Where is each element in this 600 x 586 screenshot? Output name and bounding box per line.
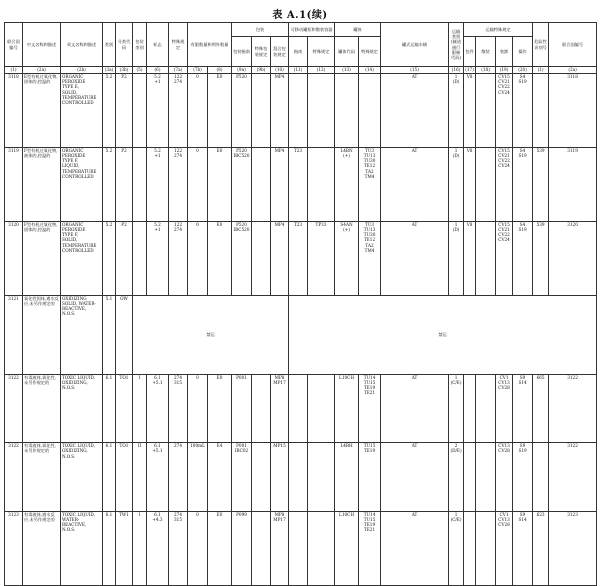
column-index-cell: (1) — [533, 67, 549, 74]
pt-sp-cell — [308, 74, 335, 148]
hdr-portable: 可移动罐柜和散装容器 — [289, 23, 335, 37]
pk-sp-cell — [252, 443, 271, 512]
column-index-cell: (12) — [308, 67, 335, 74]
table-row — [5, 295, 597, 374]
tank-sp-cell: TU3 TU13 TU30 TE12 TA2 TM4 — [359, 221, 381, 295]
t-pkg-cell — [464, 443, 476, 512]
un-number-cell: 3122 — [5, 374, 23, 443]
pt-instr-cell — [289, 74, 308, 148]
pt-sp-cell — [308, 443, 335, 512]
column-index-cell: (15) — [381, 67, 449, 74]
hdr-pt-instr: 指南 — [289, 37, 308, 67]
en-name-cell: ORGANIC PEROXIDE TYPE F, SOLID, TEMPERATURE CONTROLLED — [61, 221, 103, 295]
cn-name-cell: F型有机过氧化物,固体的,控温的 — [23, 221, 61, 295]
tank-code-cell — [335, 74, 359, 148]
class-cell: 5.2 — [103, 147, 116, 221]
hdr-t-op: 操作 — [513, 37, 533, 67]
class-cell: 5.2 — [103, 74, 116, 148]
tank-sp-cell — [359, 74, 381, 148]
vehicle-cell: AT — [381, 147, 449, 221]
lq-cell: 100mL — [188, 443, 208, 512]
en-name-cell: ORGANIC PEROXIDE TYPE F, LIQUID, TEMPERATURE CONTROLLED — [61, 147, 103, 221]
cn-name-cell: 氧化性固体,遇水反应,未另作规定的 — [23, 295, 61, 374]
column-index-cell: (2b) — [61, 67, 103, 74]
code-cell: OW — [116, 295, 133, 374]
pk-instr-cell: P520 — [232, 74, 252, 148]
hdr-packaging: 包装 — [232, 23, 289, 37]
hdr-code: 分类代码 — [116, 23, 133, 67]
table-row — [5, 511, 597, 585]
table-row — [5, 74, 597, 148]
code-cell: TO1 — [116, 443, 133, 512]
pk-sp-cell — [252, 74, 271, 148]
eq-cell: E4 — [208, 443, 232, 512]
un-number-cell: 3120 — [5, 221, 23, 295]
vehicle-cell: AT — [381, 511, 449, 585]
pt-instr-cell — [289, 374, 308, 443]
t-op-cell: S9 S19 — [513, 443, 533, 512]
vehicle-cell: AT — [381, 443, 449, 512]
hdr-pk-instr: 包装指南 — [232, 37, 252, 67]
sp-cell: 274 315 — [169, 374, 188, 443]
hazard-id-cell — [533, 74, 549, 148]
pt-instr-cell: T23 — [289, 147, 308, 221]
column-index-cell: (13) — [335, 67, 359, 74]
pt-sp-cell — [308, 511, 335, 585]
hdr-t-load: 装卸 — [496, 37, 513, 67]
forbidden-cell: 禁运 — [133, 295, 289, 374]
table-row — [5, 374, 597, 443]
hdr-transport-sp: 运输特殊规定 — [464, 23, 533, 37]
pk-instr-cell: P001 — [232, 374, 252, 443]
en-name-cell: TOXIC LIQUID, WATER- REACTIVE, N.O.S. — [61, 511, 103, 585]
sp-cell: 122 274 — [169, 221, 188, 295]
t-pkg-cell — [464, 511, 476, 585]
column-index-cell: (6) — [147, 67, 169, 74]
table-body — [5, 74, 597, 586]
column-index-cell: (20) — [513, 67, 533, 74]
un-number-right-cell: 3122 — [549, 443, 597, 512]
table-row — [5, 221, 597, 295]
lq-cell: 0 — [188, 147, 208, 221]
pt-sp-cell: TP33 — [308, 221, 335, 295]
cn-name-cell: E型有机过氧化物,固体的,控温的 — [23, 74, 61, 148]
lq-cell: 0 — [188, 221, 208, 295]
mix-cell: MP8 MP17 — [271, 374, 289, 443]
mix-cell: MP4 — [271, 147, 289, 221]
t-load-cell: CV13 CV28 — [496, 443, 513, 512]
hazard-id-cell: 665 — [533, 374, 549, 443]
t-pkg-cell: V8 — [464, 221, 476, 295]
pk-sp-cell — [252, 221, 271, 295]
column-index-cell: (3a) — [103, 67, 116, 74]
hdr-tank: 罐体 — [335, 23, 381, 37]
transport-cat-cell: 1 (C/E) — [449, 511, 464, 585]
transport-cat-cell: 2 (D/E) — [449, 443, 464, 512]
column-index-cell: (1) — [5, 67, 23, 74]
label-cell: 6.1 +5.1 — [147, 443, 169, 512]
label-cell: 5.2 +1 — [147, 147, 169, 221]
cn-name-cell: 有毒液体,遇水反应,未另作规定的 — [23, 511, 61, 585]
un-number-cell: 3122 — [5, 443, 23, 512]
code-cell: TO1 — [116, 374, 133, 443]
pg-cell — [133, 147, 147, 221]
transport-cat-cell: 1 (D) — [449, 221, 464, 295]
un-number-right-cell: 3120 — [549, 221, 597, 295]
pk-instr-cell: P520 IBC520 — [232, 221, 252, 295]
t-op-cell: S4 S19 — [513, 74, 533, 148]
sp-cell: 274 315 — [169, 511, 188, 585]
column-index-cell: (3b) — [116, 67, 133, 74]
mix-cell: MP4 — [271, 221, 289, 295]
pg-cell: I — [133, 511, 147, 585]
t-load-cell: CV15 CV21 CV22 CV24 — [496, 74, 513, 148]
mix-cell: MP4 — [271, 74, 289, 148]
class-cell: 5.1 — [103, 295, 116, 374]
t-load-cell: CV15 CV21 CV22 CV24 — [496, 147, 513, 221]
cn-name-cell: 有毒液体,氧化性,未另作规定的 — [23, 443, 61, 512]
tank-sp-cell: TU15 TE19 — [359, 443, 381, 512]
un-number-cell: 3123 — [5, 511, 23, 585]
label-cell: 6.1 +4.3 — [147, 511, 169, 585]
t-op-cell: S4 S19 — [513, 221, 533, 295]
hdr-pg: 包装类别 — [133, 23, 147, 67]
column-index-row — [5, 67, 597, 74]
mix-cell: MP8 MP17 — [271, 511, 289, 585]
column-index-cell: (16) — [449, 67, 464, 74]
pg-cell — [133, 74, 147, 148]
cn-name-cell: 有毒液体,氧化性,未另作规定的 — [23, 374, 61, 443]
code-cell: P2 — [116, 221, 133, 295]
pg-cell: II — [133, 443, 147, 512]
un-number-cell: 3121 — [5, 295, 23, 374]
pt-sp-cell — [308, 374, 335, 443]
t-bulk-cell — [476, 443, 496, 512]
column-index-cell: (2a) — [549, 67, 597, 74]
eq-cell: E0 — [208, 374, 232, 443]
class-cell: 6.1 — [103, 374, 116, 443]
column-index-cell: (2a) — [23, 67, 61, 74]
label-cell: 5.2 +1 — [147, 221, 169, 295]
un-number-right-cell: 3122 — [549, 374, 597, 443]
hdr-tank-code: 罐体代码 — [335, 37, 359, 67]
class-cell: 5.2 — [103, 221, 116, 295]
label-cell: 5.2 +1 — [147, 74, 169, 148]
forbidden-cell-right: 禁运 — [289, 295, 597, 374]
en-name-cell: TOXIC LIQUID, OXIDIZING, N.O.S. — [61, 443, 103, 512]
eq-cell: E0 — [208, 221, 232, 295]
tank-code-cell: L4BN (+) — [335, 147, 359, 221]
dangerous-goods-table — [4, 22, 597, 586]
column-index-cell: (18) — [476, 67, 496, 74]
hdr-cn-name: 中文名称和描述 — [23, 23, 61, 67]
t-pkg-cell: V8 — [464, 74, 476, 148]
hdr-un: 联合国编号 — [5, 23, 23, 67]
lq-cell: 0 — [188, 74, 208, 148]
un-number-right-cell: 3118 — [549, 74, 597, 148]
sp-cell: 122 274 — [169, 147, 188, 221]
class-cell: 6.1 — [103, 443, 116, 512]
tank-code-cell: S4AN (+) — [335, 221, 359, 295]
hdr-label: 标志 — [147, 23, 169, 67]
hdr-en-name: 英文名称和描述 — [61, 23, 103, 67]
tank-sp-cell: TU14 TU15 TE19 TE21 — [359, 374, 381, 443]
tank-code-cell: L4BH — [335, 443, 359, 512]
column-index-cell: (14) — [359, 67, 381, 74]
code-cell: P2 — [116, 147, 133, 221]
un-number-cell: 3119 — [5, 147, 23, 221]
column-index-cell: (11) — [289, 67, 308, 74]
un-number-right-cell: 3123 — [549, 511, 597, 585]
vehicle-cell: AT — [381, 221, 449, 295]
pk-instr-cell: P099 — [232, 511, 252, 585]
t-pkg-cell — [464, 374, 476, 443]
cn-name-cell: F型有机过氧化物,液体的,控温的 — [23, 147, 61, 221]
column-index-cell: (8) — [208, 67, 232, 74]
en-name-cell: ORGANIC PEROXIDE TYPE E, SOLID, TEMPERATURE CONTROLLED — [61, 74, 103, 148]
hdr-sp: 特殊规定 — [169, 23, 188, 67]
mix-cell: MP15 — [271, 443, 289, 512]
pk-sp-cell — [252, 511, 271, 585]
t-bulk-cell — [476, 511, 496, 585]
hdr-pk-sp: 特殊包装规定 — [252, 37, 271, 67]
pk-instr-cell: P001 IBC02 — [232, 443, 252, 512]
eq-cell: E0 — [208, 74, 232, 148]
t-load-cell: CV1 CV13 CV28 — [496, 374, 513, 443]
label-cell: 6.1 +5.1 — [147, 374, 169, 443]
pt-instr-cell: T23 — [289, 221, 308, 295]
en-name-cell: OXIDIZING SOLID, WATER- REACTIVE, N.O.S. — [61, 295, 103, 374]
pk-sp-cell — [252, 147, 271, 221]
column-index-cell: (9b) — [252, 67, 271, 74]
t-load-cell: CV1 CV13 CV28 — [496, 511, 513, 585]
tank-code-cell: L10CH — [335, 374, 359, 443]
column-index-cell: (10) — [271, 67, 289, 74]
column-index-cell: (7a) — [169, 67, 188, 74]
hazard-id-cell: 539 — [533, 221, 549, 295]
transport-cat-cell: 1 (C/E) — [449, 374, 464, 443]
transport-cat-cell: 1 (D) — [449, 147, 464, 221]
pk-instr-cell: P520 IBC520 — [232, 147, 252, 221]
pk-sp-cell — [252, 374, 271, 443]
table-caption: 表 A.1(续) — [272, 10, 328, 21]
pt-sp-cell — [308, 147, 335, 221]
t-op-cell: S9 S14 — [513, 374, 533, 443]
sp-cell: 122 274 — [169, 74, 188, 148]
tank-sp-cell: TU14 TU15 TE19 TE21 — [359, 511, 381, 585]
hdr-hazard-id: 危险性识别号 — [533, 23, 549, 67]
table-row — [5, 443, 597, 512]
column-index-cell: (9a) — [232, 67, 252, 74]
en-name-cell: TOXIC LIQUID, OXIDIZING, N.O.S. — [61, 374, 103, 443]
un-number-right-cell: 3119 — [549, 147, 597, 221]
eq-cell: E0 — [208, 147, 232, 221]
t-bulk-cell — [476, 221, 496, 295]
hazard-id-cell: 539 — [533, 147, 549, 221]
pg-cell — [133, 221, 147, 295]
hdr-vehicle: 罐式运输车辆 — [381, 23, 449, 67]
un-number-cell: 3118 — [5, 74, 23, 148]
hdr-transport-cat: 运输类别(隧道通行限制代码) — [449, 23, 464, 67]
class-cell: 6.1 — [103, 511, 116, 585]
hdr-mix: 混合包装规定 — [271, 37, 289, 67]
pg-cell: I — [133, 374, 147, 443]
code-cell: P2 — [116, 74, 133, 148]
transport-cat-cell: 1 (D) — [449, 74, 464, 148]
hdr-class: 类别 — [103, 23, 116, 67]
vehicle-cell: AT — [381, 74, 449, 148]
pt-instr-cell — [289, 511, 308, 585]
hdr-t-bulk: 散装 — [476, 37, 496, 67]
t-pkg-cell: V8 — [464, 147, 476, 221]
pt-instr-cell — [289, 443, 308, 512]
column-index-cell: (17) — [465, 67, 474, 73]
code-cell: TW1 — [116, 511, 133, 585]
hazard-id-cell: 623 — [533, 511, 549, 585]
t-load-cell: CV15 CV21 CV22 CV24 — [496, 221, 513, 295]
vehicle-cell: AT — [381, 374, 449, 443]
column-index-cell: (19) — [496, 67, 513, 74]
hdr-t-pkg: 包件 — [464, 37, 476, 67]
tank-sp-cell: TU3 TU13 TU30 TE12 TA2 TM4 — [359, 147, 381, 221]
eq-cell: E0 — [208, 511, 232, 585]
lq-cell: 0 — [188, 374, 208, 443]
lq-cell: 0 — [188, 511, 208, 585]
t-bulk-cell — [476, 374, 496, 443]
tank-code-cell: L10CH — [335, 511, 359, 585]
sp-cell: 274 — [169, 443, 188, 512]
t-op-cell: S9 S14 — [513, 511, 533, 585]
column-index-cell: (5) — [133, 67, 147, 74]
t-op-cell: S4 S19 — [513, 147, 533, 221]
hdr-limited: 有限数量和例外数量 — [188, 23, 232, 67]
t-bulk-cell — [476, 147, 496, 221]
t-bulk-cell — [476, 74, 496, 148]
hdr-tank-sp: 特殊规定 — [359, 37, 381, 67]
table-row — [5, 147, 597, 221]
hdr-un-right: 联合国编号 — [549, 23, 597, 67]
column-index-cell: (7b) — [188, 67, 208, 74]
hazard-id-cell — [533, 443, 549, 512]
hdr-pt-sp: 特殊规定 — [308, 37, 335, 67]
